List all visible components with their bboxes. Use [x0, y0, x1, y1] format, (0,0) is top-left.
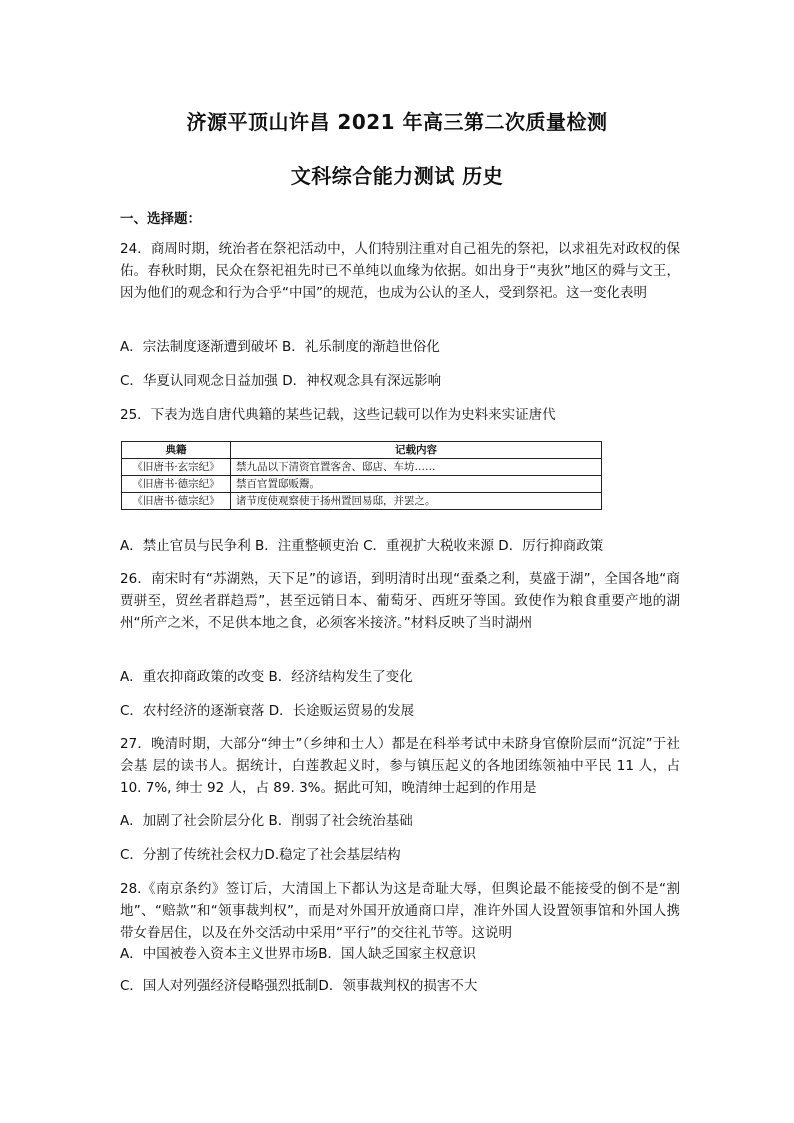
q26-options-ab: A．重农抑商政策的改变 B．经济结构发生了变化: [120, 669, 413, 685]
table-cell-content: 禁百官置邸贩鬻。: [231, 476, 602, 493]
exam-subtitle: 文科综合能力测试 历史: [290, 164, 504, 188]
q27-stem: 27．晚清时期，大部分“绅士”（乡绅和士人）都是在科举考试中未跻身官僚阶层而“沉淀”于社会基 层的读书人。据统计，白莲教起义时，参与镇压起义的各地团练领袖中平民 11 人，占 10. 7%, 绅士 92 人，占 89. 3%。据此可知，晚清绅士起到的作用是: [120, 736, 680, 796]
table-row: [122, 459, 602, 476]
q26-options-cd: C．农村经济的逐渐衰落 D．长途贩运贸易的发展: [120, 703, 415, 719]
q25-record-table: [121, 441, 602, 510]
table-header-content: 记载内容: [231, 442, 602, 459]
table-cell-book: 《旧唐书·德宗纪》: [122, 493, 231, 510]
q24-options-cd: C．华夏认同观念日益加强 D．神权观念具有深远影响: [120, 373, 442, 389]
table-row: [122, 476, 602, 493]
q25-options: A．禁止官员与民争利 B．注重整顿吏治 C．重视扩大税收来源 D．厉行抑商政策: [120, 538, 604, 554]
q28-stem: 28.《南京条约》签订后，大清国上下都认为这是奇耻大辱，但舆论最不能接受的倒不是“割地”、“赔款”和“领事裁判权”，而是对外国开放通商口岸，准许外国人设置领事馆和外国人携带女眷居住，以及在外交活动中采用“平行”的交往礼节等。这说明: [120, 881, 680, 941]
q24-stem: 24．商周时期，统治者在祭祀活动中，人们特别注重对自己祖先的祭祀，以求祖先对政权的保佑。春秋时期，民众在祭祀祖先时已不单纯以血缘为依据。如出身于“夷狄”地区的舜与文王，因为他们的观念和行为合乎“中国”的规范，也成为公认的圣人，受到祭祀。这一变化表明: [120, 241, 680, 301]
q25-stem: 25．下表为选自唐代典籍的某些记载，这些记载可以作为史料来实证唐代: [120, 407, 556, 423]
table-cell-book: 《旧唐书·德宗纪》: [122, 476, 231, 493]
table-cell-book: 《旧唐书·玄宗纪》: [122, 459, 231, 476]
table-header-row: [122, 442, 602, 459]
q28-options-cd: C．国人对列强经济侵略强烈抵制D．领事裁判权的损害不大: [120, 978, 478, 994]
q27-options-cd: C．分割了传统社会权力D.稳定了社会基层结构: [120, 847, 401, 863]
q28-options-ab: A．中国被卷入资本主义世界市场B．国人缺乏国家主权意识: [120, 946, 476, 962]
exam-title: 济源平顶山许昌 2021 年高三第二次质量检测: [186, 110, 608, 134]
section-heading: 一、选择题：: [120, 211, 201, 227]
table-cell-content: 禁九品以下清资官置客舍、邸店、车坊……: [231, 459, 602, 476]
table-row: [122, 493, 602, 510]
q26-stem: 26．南宋时有“苏湖熟，天下足”的谚语，到明清时出现“蚕桑之利，莫盛于湖”，全国各地“商贾骈至，贸丝者群趋焉”，甚至远销日本、葡萄牙、西班牙等国。致使作为粮食重要产地的湖州“所产之米，不足供本地之食，必须客米接济。”材料反映了当时湖州: [120, 571, 680, 631]
table-cell-content: 诸节度使观察使于扬州置回易邸，并罢之。: [231, 493, 602, 510]
table-header-book: 典籍: [122, 442, 231, 459]
q24-options-ab: A．宗法制度逐渐遭到破坏 B．礼乐制度的渐趋世俗化: [120, 339, 440, 355]
q27-options-ab: A．加剧了社会阶层分化 B．削弱了社会统治基础: [120, 813, 413, 829]
